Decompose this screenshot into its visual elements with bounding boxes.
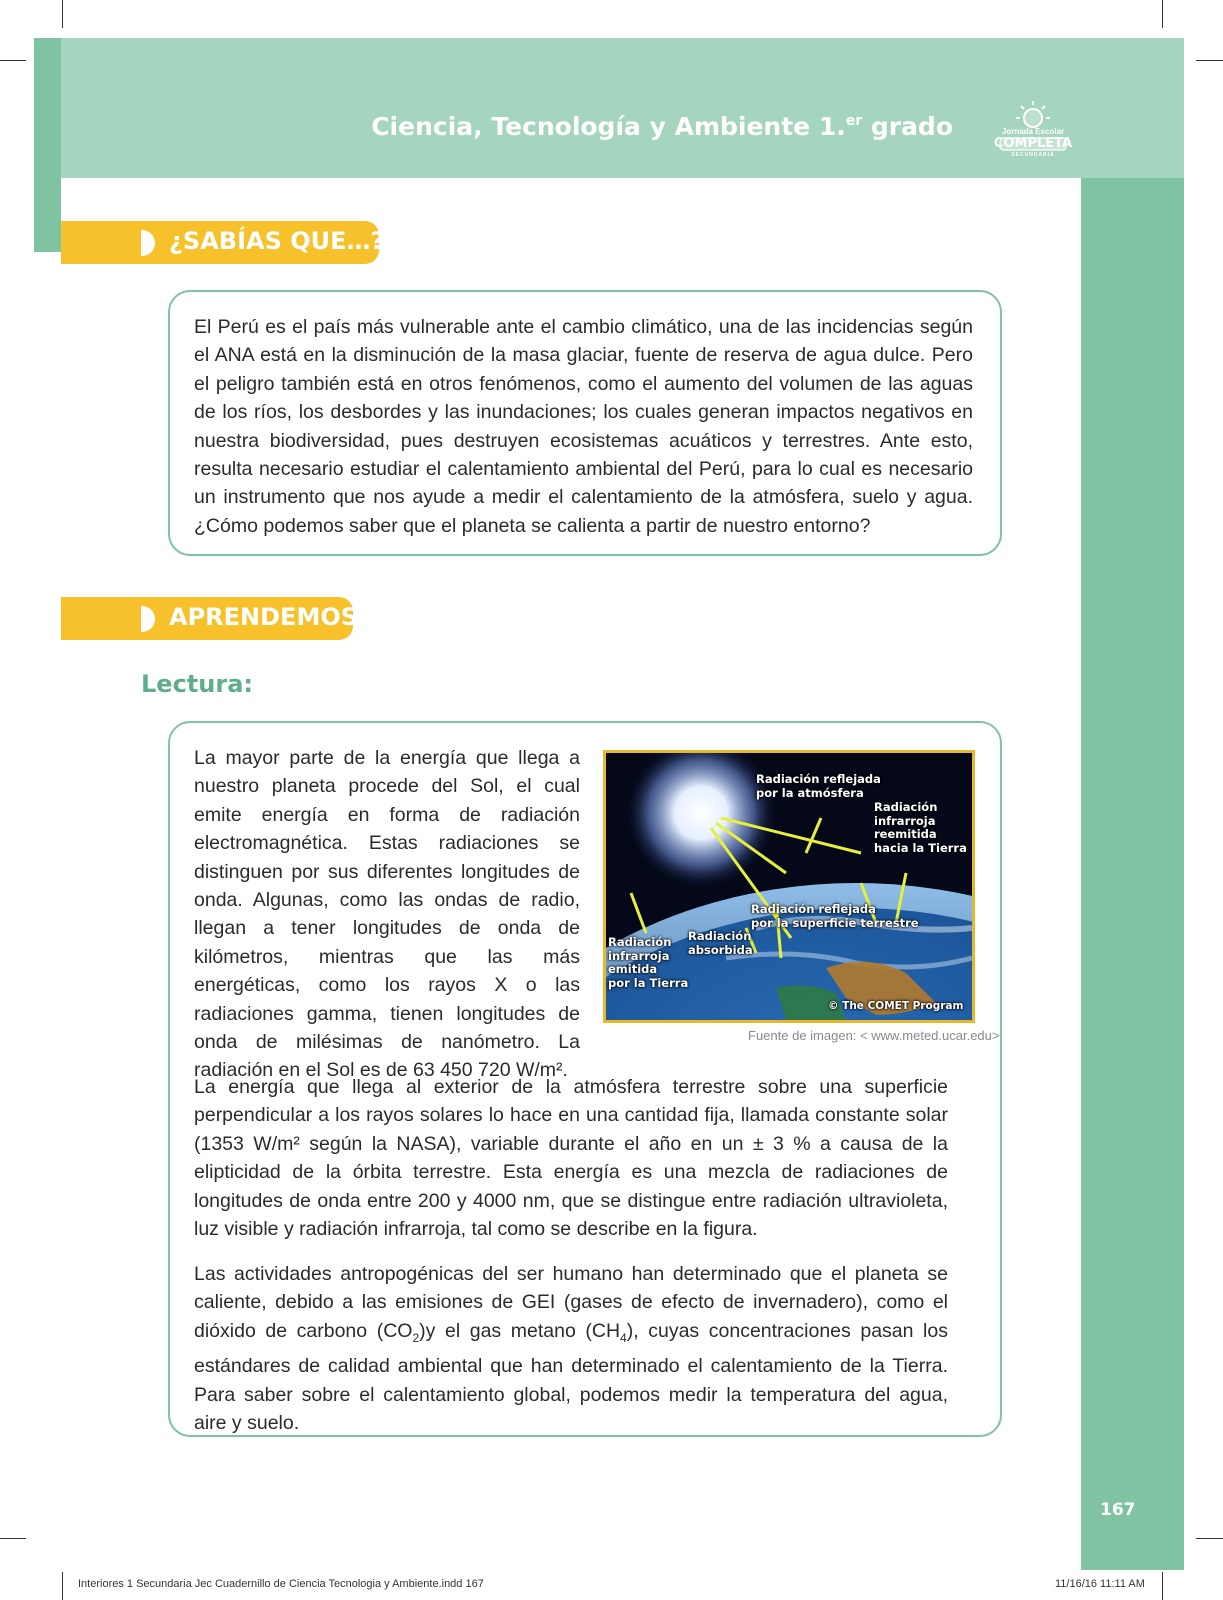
aprendemos-heading: APRENDEMOS [169, 603, 359, 631]
lectura-paragraph-3: Las actividades antropogénicas del ser humano han determinado que el planeta se caliente, debido a las emisiones de GEI (gases de efecto de invernadero), como el dióxido de carbono $(CO_2)y$ el gas metano $(CH_4)$, cuyas concentraciones pasan los estándares de calidad ambiental que han determinado el calentamiento de la Tierra. Para saber sobre el calentamiento global, podemos medir la temperatura del agua, aire y suelo. [194, 1263, 948, 1434]
crop-mark [1162, 1572, 1163, 1600]
label-infrarroja-emitida: Radiación infrarroja emitida por la Tierra [608, 935, 689, 990]
logo-line3: SECUNDARIA [1011, 152, 1055, 158]
label-infrarroja-reemitida: Radiación infrarroja reemitida hacia la Tierra [874, 800, 967, 855]
crop-mark [62, 0, 63, 28]
radiation-figure [603, 750, 975, 1023]
lectura-subheading: Lectura: [141, 670, 253, 698]
label-reflejada-superficie: Radiación reflejada por la superficie terrestre [751, 902, 919, 930]
half-circle-icon [141, 606, 155, 632]
footer-date: 11/16/16 11:11 AM [1055, 1578, 1145, 1590]
figure-caption: Fuente de imagen: < www.meted.ucar.edu> [748, 1028, 1000, 1043]
label-absorbida: Radiación absorbida [688, 929, 753, 957]
crop-mark [1196, 1538, 1223, 1539]
sabias-que-heading: ¿SABÍAS QUE…? [169, 227, 385, 255]
crop-mark [1162, 0, 1163, 28]
footer-file-name: Interiores 1 Secundaria Jec Cuadernillo de Ciencia Tecnologia y Ambiente.indd 167 [78, 1578, 484, 1590]
sabias-que-tab [61, 221, 385, 264]
logo-line2: COMPLETA [993, 136, 1073, 151]
half-circle-icon [141, 230, 155, 256]
logo-line1: Jornada Escolar [1001, 127, 1065, 136]
crop-mark [1196, 60, 1223, 61]
crop-mark [62, 1572, 63, 1600]
comet-credit: © The COMET Program [828, 1000, 964, 1012]
jornada-escolar-logo [992, 98, 1074, 162]
lectura-paragraph-2: La energía que llega al exterior de la atmósfera terrestre sobre una superficie perpendicular a los rayos solares lo hace en una cantidad fija, llamada constante solar (1353 W/m² según la NASA), variable durante el año en un ± 3 % a causa de la elipticidad de la órbita terrestre. Esta energía es una mezcla de radiaciones de longitudes de onda entre 200 y 4000 nm, que se distingue entre radiación ultravioleta, luz visible y radiación infrarroja, tal como se describe en la figura. [194, 1076, 948, 1241]
page-number: 167 [1100, 1500, 1136, 1520]
crop-mark [0, 60, 26, 61]
label-reflejada-atmosfera: Radiación reflejada por la atmósfera [756, 772, 881, 800]
header-title: Ciencia, Tecnología y Ambiente 1.$^{er}$ grado [371, 112, 953, 141]
lectura-paragraph-1: La mayor parte de la energía que llega a nuestro planeta procede del Sol, el cual emite energía en forma de radiación electromagnética. Estas radiaciones se distinguen por sus diferentes longitudes de onda. Algunas, como las ondas de radio, llegan a tener longitudes de onda de kilómetros, mientras que las más energéticas, como los rayos X o las radiaciones gamma, tienen longitudes de onda de milésimas de nanómetro. La radiación en el Sol es de 63 450 720 W/m². [194, 747, 580, 1082]
right-stripe [1081, 178, 1184, 1570]
sabias-que-text: El Perú es el país más vulnerable ante el cambio climático, una de las incidencias según el ANA está en la disminución de la masa glaciar, fuente de reserva de agua dulce. Pero el peligro también está en otros fenómenos, como el aumento del volumen de las aguas de los ríos, los desbordes y las inundaciones; los cuales generan impactos negativos en nuestra biodiversidad, pues destruyen ecosistemas acuáticos y terrestres. Ante esto, resulta necesario estudiar el calentamiento ambiental del Perú, para lo cual es necesario un instrumento que nos ayude a medir el calentamiento de la atmósfera, suelo y agua. ¿Cómo podemos saber que el planeta se calienta a partir de nuestro entorno? [194, 316, 973, 537]
aprendemos-tab [61, 597, 359, 640]
left-stripe [34, 38, 61, 252]
crop-mark [0, 1538, 26, 1539]
